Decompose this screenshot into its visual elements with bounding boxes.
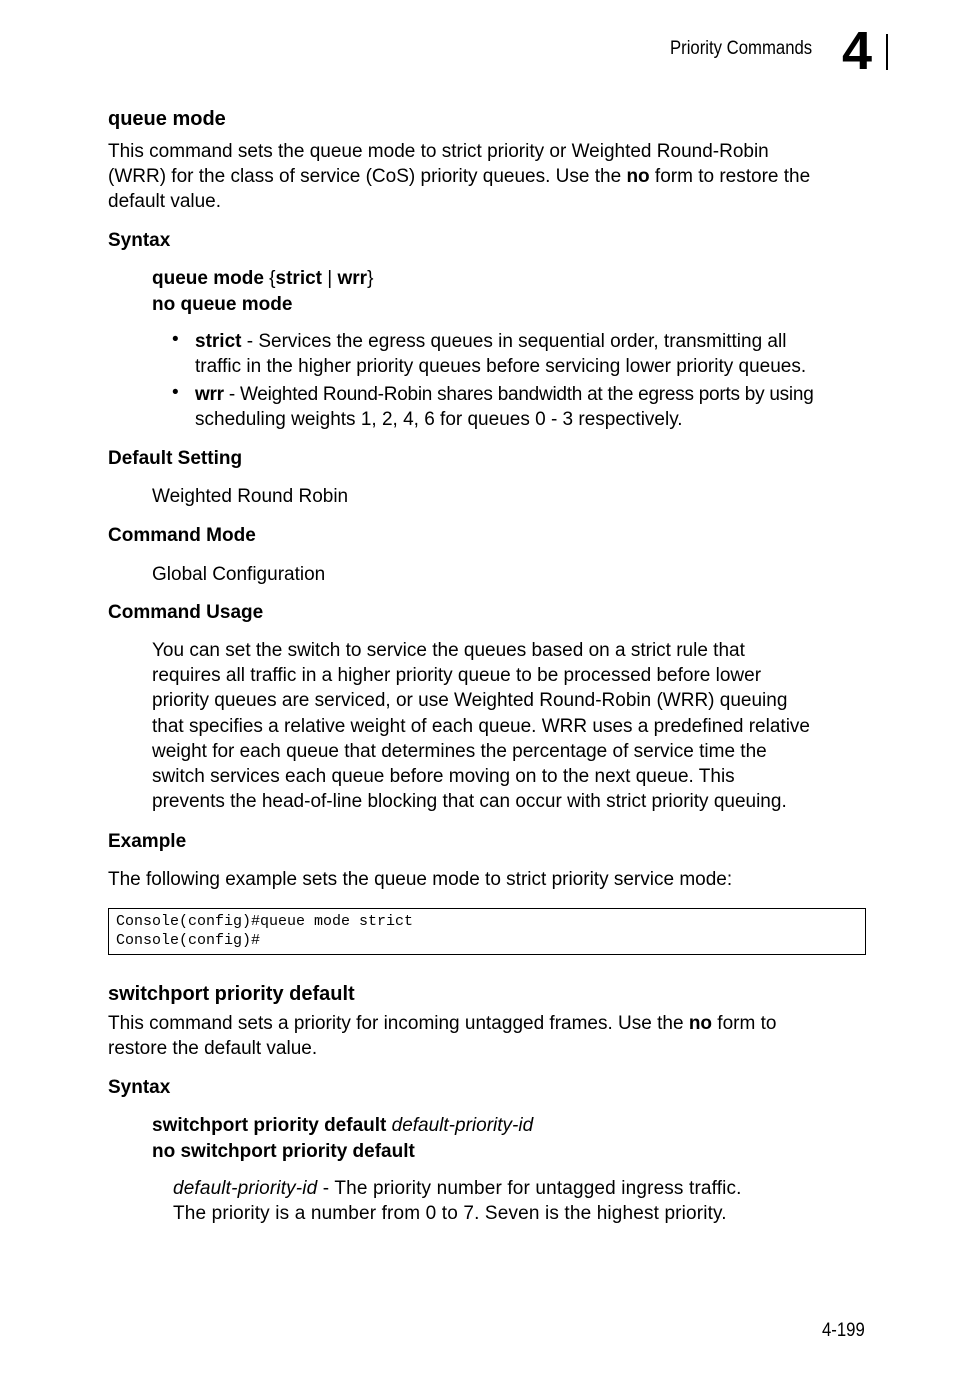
bullet-strict-line-2: traffic in the higher priority queues before servicing lower priority queues. bbox=[195, 356, 807, 377]
code-line: Console(config)#queue mode strict bbox=[116, 913, 414, 930]
param-description-line-2: The priority is a number from 0 to 7. Seven is the highest priority. bbox=[173, 1203, 727, 1224]
usage-line: prevents the head-of-line blocking that can occur with strict priority queuing. bbox=[152, 791, 787, 812]
syntax-line-no-queue-mode: no queue mode bbox=[152, 294, 293, 315]
queue-mode-intro-line-2: (WRR) for the class of service (CoS) priority queues. Use the no form to restore the bbox=[108, 166, 811, 187]
no-keyword: no bbox=[626, 166, 650, 187]
syntax-heading: Syntax bbox=[108, 1077, 171, 1098]
default-setting-heading: Default Setting bbox=[108, 448, 243, 469]
syntax-line-no-switchport-priority-default: no switchport priority default bbox=[152, 1141, 415, 1162]
bullet-wrr-line-2: scheduling weights 1, 2, 4, 6 for queues 0 - 3 respectively. bbox=[195, 409, 683, 430]
usage-line: requires all traffic in a higher priority queue to be processed before lower bbox=[152, 665, 762, 686]
example-heading: Example bbox=[108, 831, 187, 852]
bullet-wrr-line-1: wrr - Weighted Round-Robin shares bandwidth at the egress ports by using bbox=[195, 384, 814, 405]
code-line: Console(config)# bbox=[116, 932, 261, 949]
syntax-line-queue-mode: queue mode {strict | wrr} bbox=[152, 268, 374, 289]
command-usage-heading: Command Usage bbox=[108, 602, 264, 623]
param-description-line-1: default-priority-id - The priority number for untagged ingress traffic. bbox=[173, 1178, 742, 1199]
usage-line: switch services each queue before moving on to the next queue. This bbox=[152, 766, 735, 787]
running-header-title: Priority Commands bbox=[670, 38, 813, 59]
switchport-intro-line-1: This command sets a priority for incoming untagged frames. Use the no form to bbox=[108, 1013, 777, 1034]
chapter-number: 4 bbox=[842, 21, 873, 81]
syntax-line-switchport-priority-default: switchport priority default default-priority-id bbox=[152, 1115, 534, 1136]
default-setting-value: Weighted Round Robin bbox=[152, 486, 349, 507]
queue-mode-intro-line-3: default value. bbox=[108, 191, 222, 212]
example-intro: The following example sets the queue mode to strict priority service mode: bbox=[108, 869, 733, 890]
usage-line: weight for each queue that determines the percentage of service time the bbox=[152, 741, 767, 762]
no-keyword: no bbox=[688, 1013, 713, 1034]
section-heading-queue-mode: queue mode bbox=[108, 108, 226, 130]
code-example-box bbox=[108, 908, 866, 955]
chapter-tab-rule bbox=[886, 34, 888, 70]
bullet-icon: • bbox=[172, 329, 179, 350]
switchport-intro-line-2: restore the default value. bbox=[108, 1038, 318, 1059]
syntax-heading: Syntax bbox=[108, 230, 171, 251]
usage-line: You can set the switch to service the queues based on a strict rule that bbox=[152, 640, 745, 661]
page-number: 4-199 bbox=[822, 1320, 865, 1341]
bullet-strict-line-1: strict - Services the egress queues in sequential order, transmitting all bbox=[195, 331, 787, 352]
command-mode-heading: Command Mode bbox=[108, 525, 256, 546]
queue-mode-intro-line-1: This command sets the queue mode to strict priority or Weighted Round-Robin bbox=[108, 141, 769, 162]
bullet-icon: • bbox=[172, 382, 179, 403]
usage-line: that specifies a relative weight of each queue. WRR uses a predefined relative bbox=[152, 716, 810, 737]
command-mode-value: Global Configuration bbox=[152, 564, 326, 585]
usage-line: priority queues are serviced, or use Weighted Round-Robin (WRR) queuing bbox=[152, 690, 788, 711]
section-heading-switchport-priority-default: switchport priority default bbox=[108, 983, 355, 1005]
